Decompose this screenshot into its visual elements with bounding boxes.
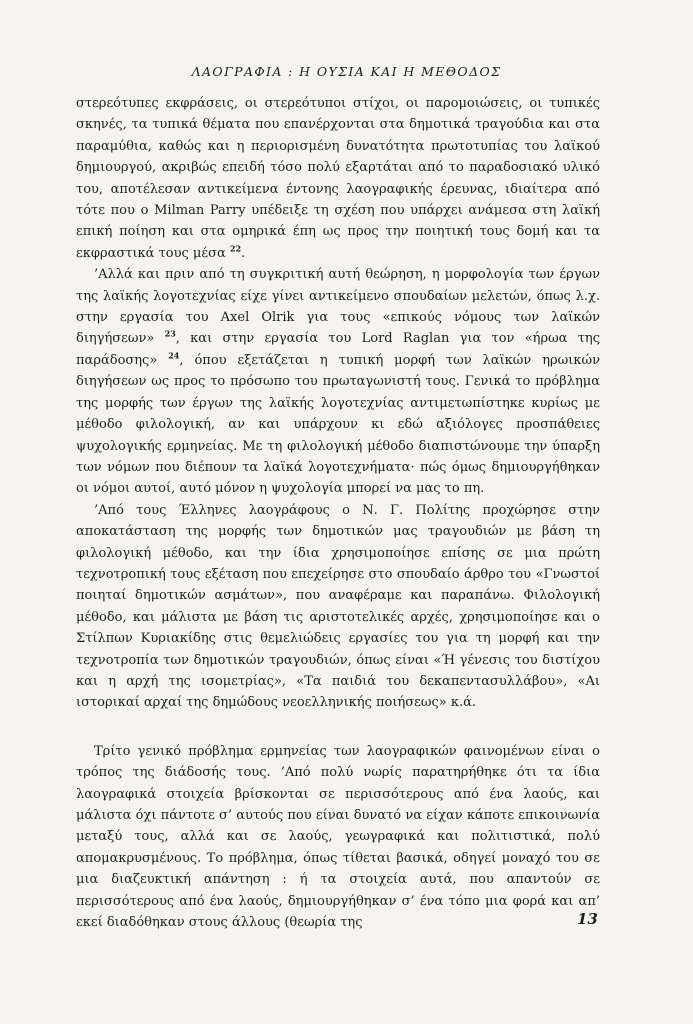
footnote-ref-24: 24 [168, 350, 180, 361]
paragraph-2-text-b: , και στην εργασία του Lord Raglan για τον «ήρωα της παράδοσης» [76, 331, 600, 368]
paragraph-4-text: Τρίτο γενικό πρόβλημα ερμηνείας των λαογραφικών φαινομένων είναι ο τρόπος της διάδοσής τους. ’Από πολύ νωρίς παρατηρήθηκε ότι τα ίδια λαογραφικά στοιχεία βρίσκονται σε περισσότερους από ένα λαούς, και μάλιστα όχι πάντοτε σ’ αυτούς που είναι δυνατό να είχαν κάποτε επικοινωνία μεταξύ τους, αλλά και σε λαούς, γεωγραφικά και πολιτιστικά, πολύ απομακρυσμένους. Το πρόβλημα, όπως τίθεται βασικά, οδηγεί μοναχό του σε μια διαζευκτική απάντηση : ή τα στοιχεία αυτά, που απαντούν σε περισσότερους από ένα λαούς, δημιουργήθηκαν σ’ ένα τόπο μια φορά και απ’ εκεί διαδόθηκαν στους άλλους (θεωρία της [76, 743, 600, 931]
paragraph-2-text-a: ’Αλλά και πριν από τη συγκριτική αυτή θεώρηση, η μορφολογία των έργων της λαϊκής λογοτεχνίας είχε γίνει αντικείμενο σπουδαίων μελετών, όπως λ.χ. στην εργασία του Axel Olrik για τους «επικούς νόμους των λαϊκών διηγήσεων» [76, 267, 600, 347]
paragraph-2 [76, 264, 600, 499]
paragraph-4 [76, 741, 600, 934]
page-number: 13 [577, 910, 598, 928]
paragraph-1 [76, 93, 600, 264]
footnote-ref-23: 23 [164, 329, 176, 340]
paragraph-2-text-c: , όπου εξετάζεται η τυπική μορφή των λαϊκών ηρωικών διηγήσεων ως προς το πρόσωπο του πρωταγωνιστή τους. Γενικά το πρόβλημα της μορφής των έργων της λαϊκής λογοτεχνίας αντιμετωπίστηκε κυρίως με μέθοδο φιλολογική, αν και υπάρχουν κι εδώ αξιόλογες προσπάθειες ψυχολογικής ερμηνείας. Με τη φιλολογική μέθοδο διαπιστώνουμε την ύπαρξη των νόμων που διέπουν τα λαϊκά λογοτεχνήματα· πώς όμως δημιουργήθηκαν οι νόμοι αυτοί, αυτό μόνον η ψυχολογία μπορεί να μας το πη. [76, 352, 600, 497]
paragraph-1-end: . [241, 245, 246, 261]
running-header: ΛΑΟΓΡΑΦΙΑ : Η ΟΥΣΙΑ ΚΑΙ Η ΜΕΘΟΔΟΣ [191, 64, 502, 79]
footnote-ref-22: 22 [229, 243, 242, 254]
paragraph-3-text: ’Από τους Έλληνες λαογράφους ο Ν. Γ. Πολίτης προχώρησε στην αποκατάσταση της μορφής των δημοτικών μας τραγουδιών με βάση τη φιλολογική μέθοδο, και την ίδια χρησιμοποίησε επίσης σε μια πρώτη τεχνοτροπική τους εξέταση που επεχείρησε στο σπουδαίο άρθρο του «Γνωστοί ποιηταί δημοτικών ασμάτων», που αναφέραμε και παραπάνω. Φιλολογική μέθοδο, και μάλιστα με βάση τις αριστοτελικές αρχές, χρησιμοποίησε και ο Στίλπων Κυριακίδης στις θεμελιώδεις εργασίες του για τη μορφή και την τεχνοτροπία των δημοτικών τραγουδιών, όπως είναι «Ή γένεσις του διστίχου και η αρχή της ισομετρίας», «Τα παιδιά του δεκαπεντασυλλάβου», «Αι ιστορικαί αρχαί της δημώδους νεοελληνικής ποιήσεως» κ.ά. [76, 502, 600, 711]
paragraph-3 [76, 500, 600, 714]
body-text [76, 93, 600, 933]
paragraph-1-text: στερεότυπες εκφράσεις, οι στερεότυποι στίχοι, οι παρομοιώσεις, οι τυπικές σκηνές, τα τυπικά θέματα που επανέρχονται στα δημοτικά τραγούδια και στα παραμύθια, καθώς και η περιορισμένη δυνατότητα πρωτοτυπίας του λαϊκού δημιουργού, ακριβώς επειδή τόσο πολύ εξαρτάται από το παραδοσιακό υλικό του, αποτέλεσαν αντικείμενα έντονης λαογραφικής έρευνας, ιδιαίτερα από τότε που ο Milman Parry υπέδειξε τη σχέση που υπάρχει ανάμεσα στη λαϊκή επική ποίηση και στα ομηρικά έπη ως προς την ποιητική τους δομή και τα εκφραστικά τους μέσα [76, 96, 600, 261]
